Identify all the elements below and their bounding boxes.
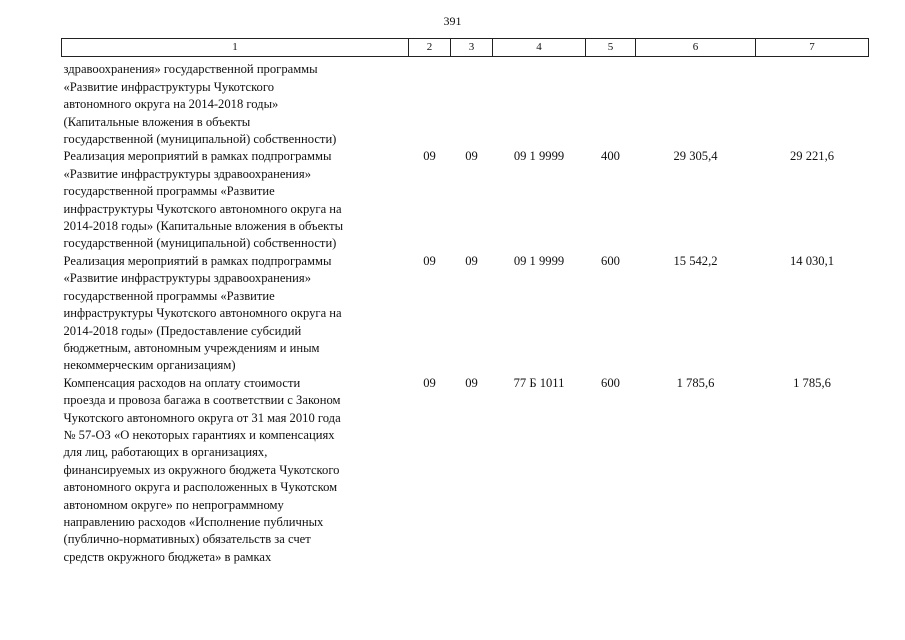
description-line: инфраструктуры Чукотского автономного округа на: [63, 306, 342, 321]
subsection-code: 09: [465, 375, 478, 390]
row-description: [62, 253, 409, 375]
amount-col7: 14 030,1: [789, 253, 835, 268]
expense-type-code: [586, 57, 636, 149]
amount-col7: 1 785,6: [793, 375, 831, 390]
description-line: Реализация мероприятий в рамках подпрограммы: [63, 149, 332, 164]
table-row: [62, 375, 869, 566]
description-line: (публично-нормативных) обязательств за счет: [63, 532, 311, 547]
amount-col6: 29 305,4: [673, 149, 718, 164]
section-code: 09: [423, 375, 436, 390]
expense-type-code: 600: [601, 375, 620, 390]
description-line: Реализация мероприятий в рамках подпрограммы: [63, 253, 332, 268]
table-row: [62, 148, 869, 252]
description-line: государственной программы «Развитие: [63, 184, 275, 199]
description-line: некоммерческим организациям): [63, 358, 236, 373]
description-line: автономного округа и расположенных в Чукотском: [63, 480, 338, 495]
column-header: 5: [586, 39, 636, 57]
description-line: № 57-ОЗ «О некоторых гарантиях и компенсациях: [63, 427, 335, 442]
section-code: 09: [423, 149, 436, 164]
section-code: 09: [423, 253, 436, 268]
description-line: автономного округа на 2014-2018 годы»: [63, 97, 279, 112]
description-line: бюджетным, автономным учреждениям и иным: [63, 340, 320, 355]
column-header: 3: [451, 39, 493, 57]
table-row: [62, 57, 869, 149]
expense-type-code: 400: [601, 149, 620, 164]
amount-col7: [756, 57, 869, 149]
description-line: «Развитие инфраструктуры здравоохранения»: [63, 271, 311, 286]
row-description: [62, 148, 409, 252]
description-line: автономном округе» по непрограммному: [63, 497, 284, 512]
budget-table: [61, 38, 869, 566]
description-line: средств окружного бюджета» в рамках: [63, 549, 272, 564]
description-line: Чукотского автономного округа от 31 мая 2010 года: [63, 410, 341, 425]
description-line: «Развитие инфраструктуры здравоохранения»: [63, 166, 311, 181]
table-row: [62, 253, 869, 375]
description-line: направлению расходов «Исполнение публичных: [63, 514, 324, 529]
description-line: 2014-2018 годы» (Предоставление субсидий: [63, 323, 302, 338]
table-header-row: [62, 39, 869, 57]
target-article-code: [493, 57, 586, 149]
column-header: 4: [493, 39, 586, 57]
description-line: государственной (муниципальной) собственности): [63, 236, 337, 251]
description-line: финансируемых из окружного бюджета Чукотского: [63, 462, 340, 477]
description-line: Компенсация расходов на оплату стоимости: [63, 375, 301, 390]
description-line: государственной программы «Развитие: [63, 288, 275, 303]
subsection-code: 09: [465, 253, 478, 268]
description-line: 2014-2018 годы» (Капитальные вложения в объекты: [63, 219, 344, 234]
page-number: 391: [443, 14, 462, 28]
description-line: «Развитие инфраструктуры Чукотского: [63, 79, 274, 94]
expense-type-code: 600: [601, 253, 620, 268]
description-line: проезда и провоза багажа в соответствии с Законом: [63, 393, 341, 408]
description-line: здравоохранения» государственной программы: [63, 62, 318, 77]
subsection-code: [451, 57, 493, 149]
amount-col6: 15 542,2: [673, 253, 718, 268]
section-code: [409, 57, 451, 149]
description-line: (Капитальные вложения в объекты: [63, 114, 251, 129]
column-header: 7: [756, 39, 869, 57]
description-line: для лиц, работающих в организациях,: [63, 445, 268, 460]
description-line: государственной (муниципальной) собственности): [63, 132, 337, 147]
description-line: инфраструктуры Чукотского автономного округа на: [63, 201, 342, 216]
target-article-code: 09 1 9999: [513, 149, 565, 164]
amount-col6: 1 785,6: [676, 375, 715, 390]
amount-col6: [636, 57, 756, 149]
column-header: 2: [409, 39, 451, 57]
subsection-code: 09: [465, 149, 478, 164]
column-header: 6: [636, 39, 756, 57]
target-article-code: 09 1 9999: [513, 253, 565, 268]
row-description: [62, 375, 409, 566]
row-description: [62, 57, 409, 149]
column-header: 1: [62, 39, 409, 57]
amount-col7: 29 221,6: [789, 149, 835, 164]
target-article-code: 77 Б 1011: [513, 375, 565, 390]
